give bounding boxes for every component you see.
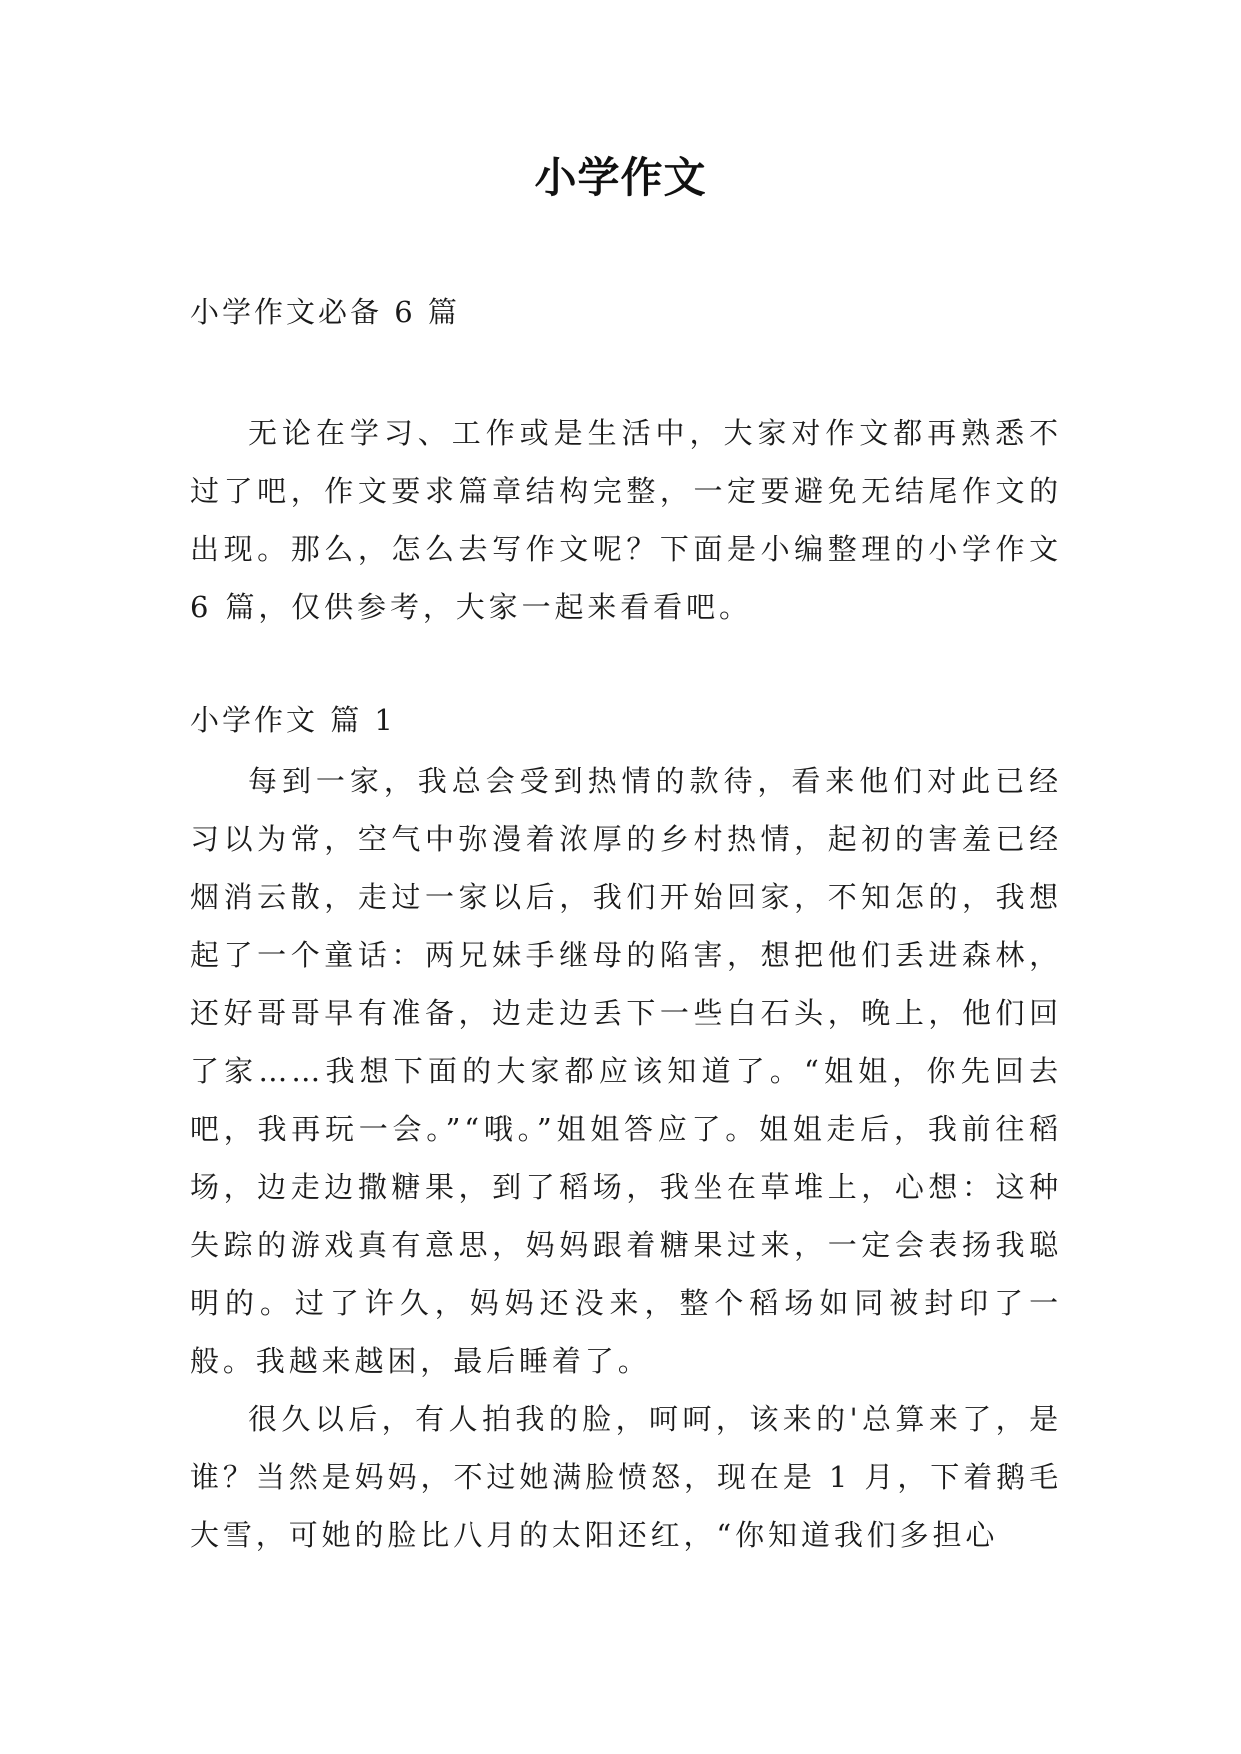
section-heading: 小学作文 篇 1 xyxy=(190,703,396,737)
document-subtitle: 小学作文必备 6 篇 xyxy=(190,295,460,329)
body-paragraph: 很久以后，有人拍我的脸，呵呵，该来的'总算来了，是谁？当然是妈妈，不过她满脸愤怒，现在是 1 月，下着鹅毛大雪，可她的脸比八月的太阳还红，“你知道我们多担心 xyxy=(190,1402,1062,1552)
essay-body xyxy=(190,752,1062,1564)
intro-paragraph: 无论在学习、工作或是生活中，大家对作文都再熟悉不过了吧，作文要求篇章结构完整，一定要避免无结尾作文的出现。那么，怎么去写作文呢？下面是小编整理的小学作文 6 篇，仅供参考，大家一起来看看吧。 xyxy=(190,416,1062,624)
document-title: 小学作文 xyxy=(534,153,707,202)
intro-block xyxy=(190,404,1062,636)
body-paragraph: 每到一家，我总会受到热情的款待，看来他们对此已经习以为常，空气中弥漫着浓厚的乡村热情，起初的害羞已经烟消云散，走过一家以后，我们开始回家，不知怎的，我想起了一个童话：两兄妹手继母的陷害，想把他们丢进森林，还好哥哥早有准备，边走边丢下一些白石头，晚上，他们回了家……我想下面的大家都应该知道了。“姐姐，你先回去吧，我再玩一会。”“哦。”姐姐答应了。姐姐走后，我前往稻场，边走边撒糖果，到了稻场，我坐在草堆上，心想：这种失踪的游戏真有意思，妈妈跟着糖果过来，一定会表扬我聪明的。过了许久，妈妈还没来，整个稻场如同被封印了一般。我越来越困，最后睡着了。 xyxy=(190,764,1062,1378)
